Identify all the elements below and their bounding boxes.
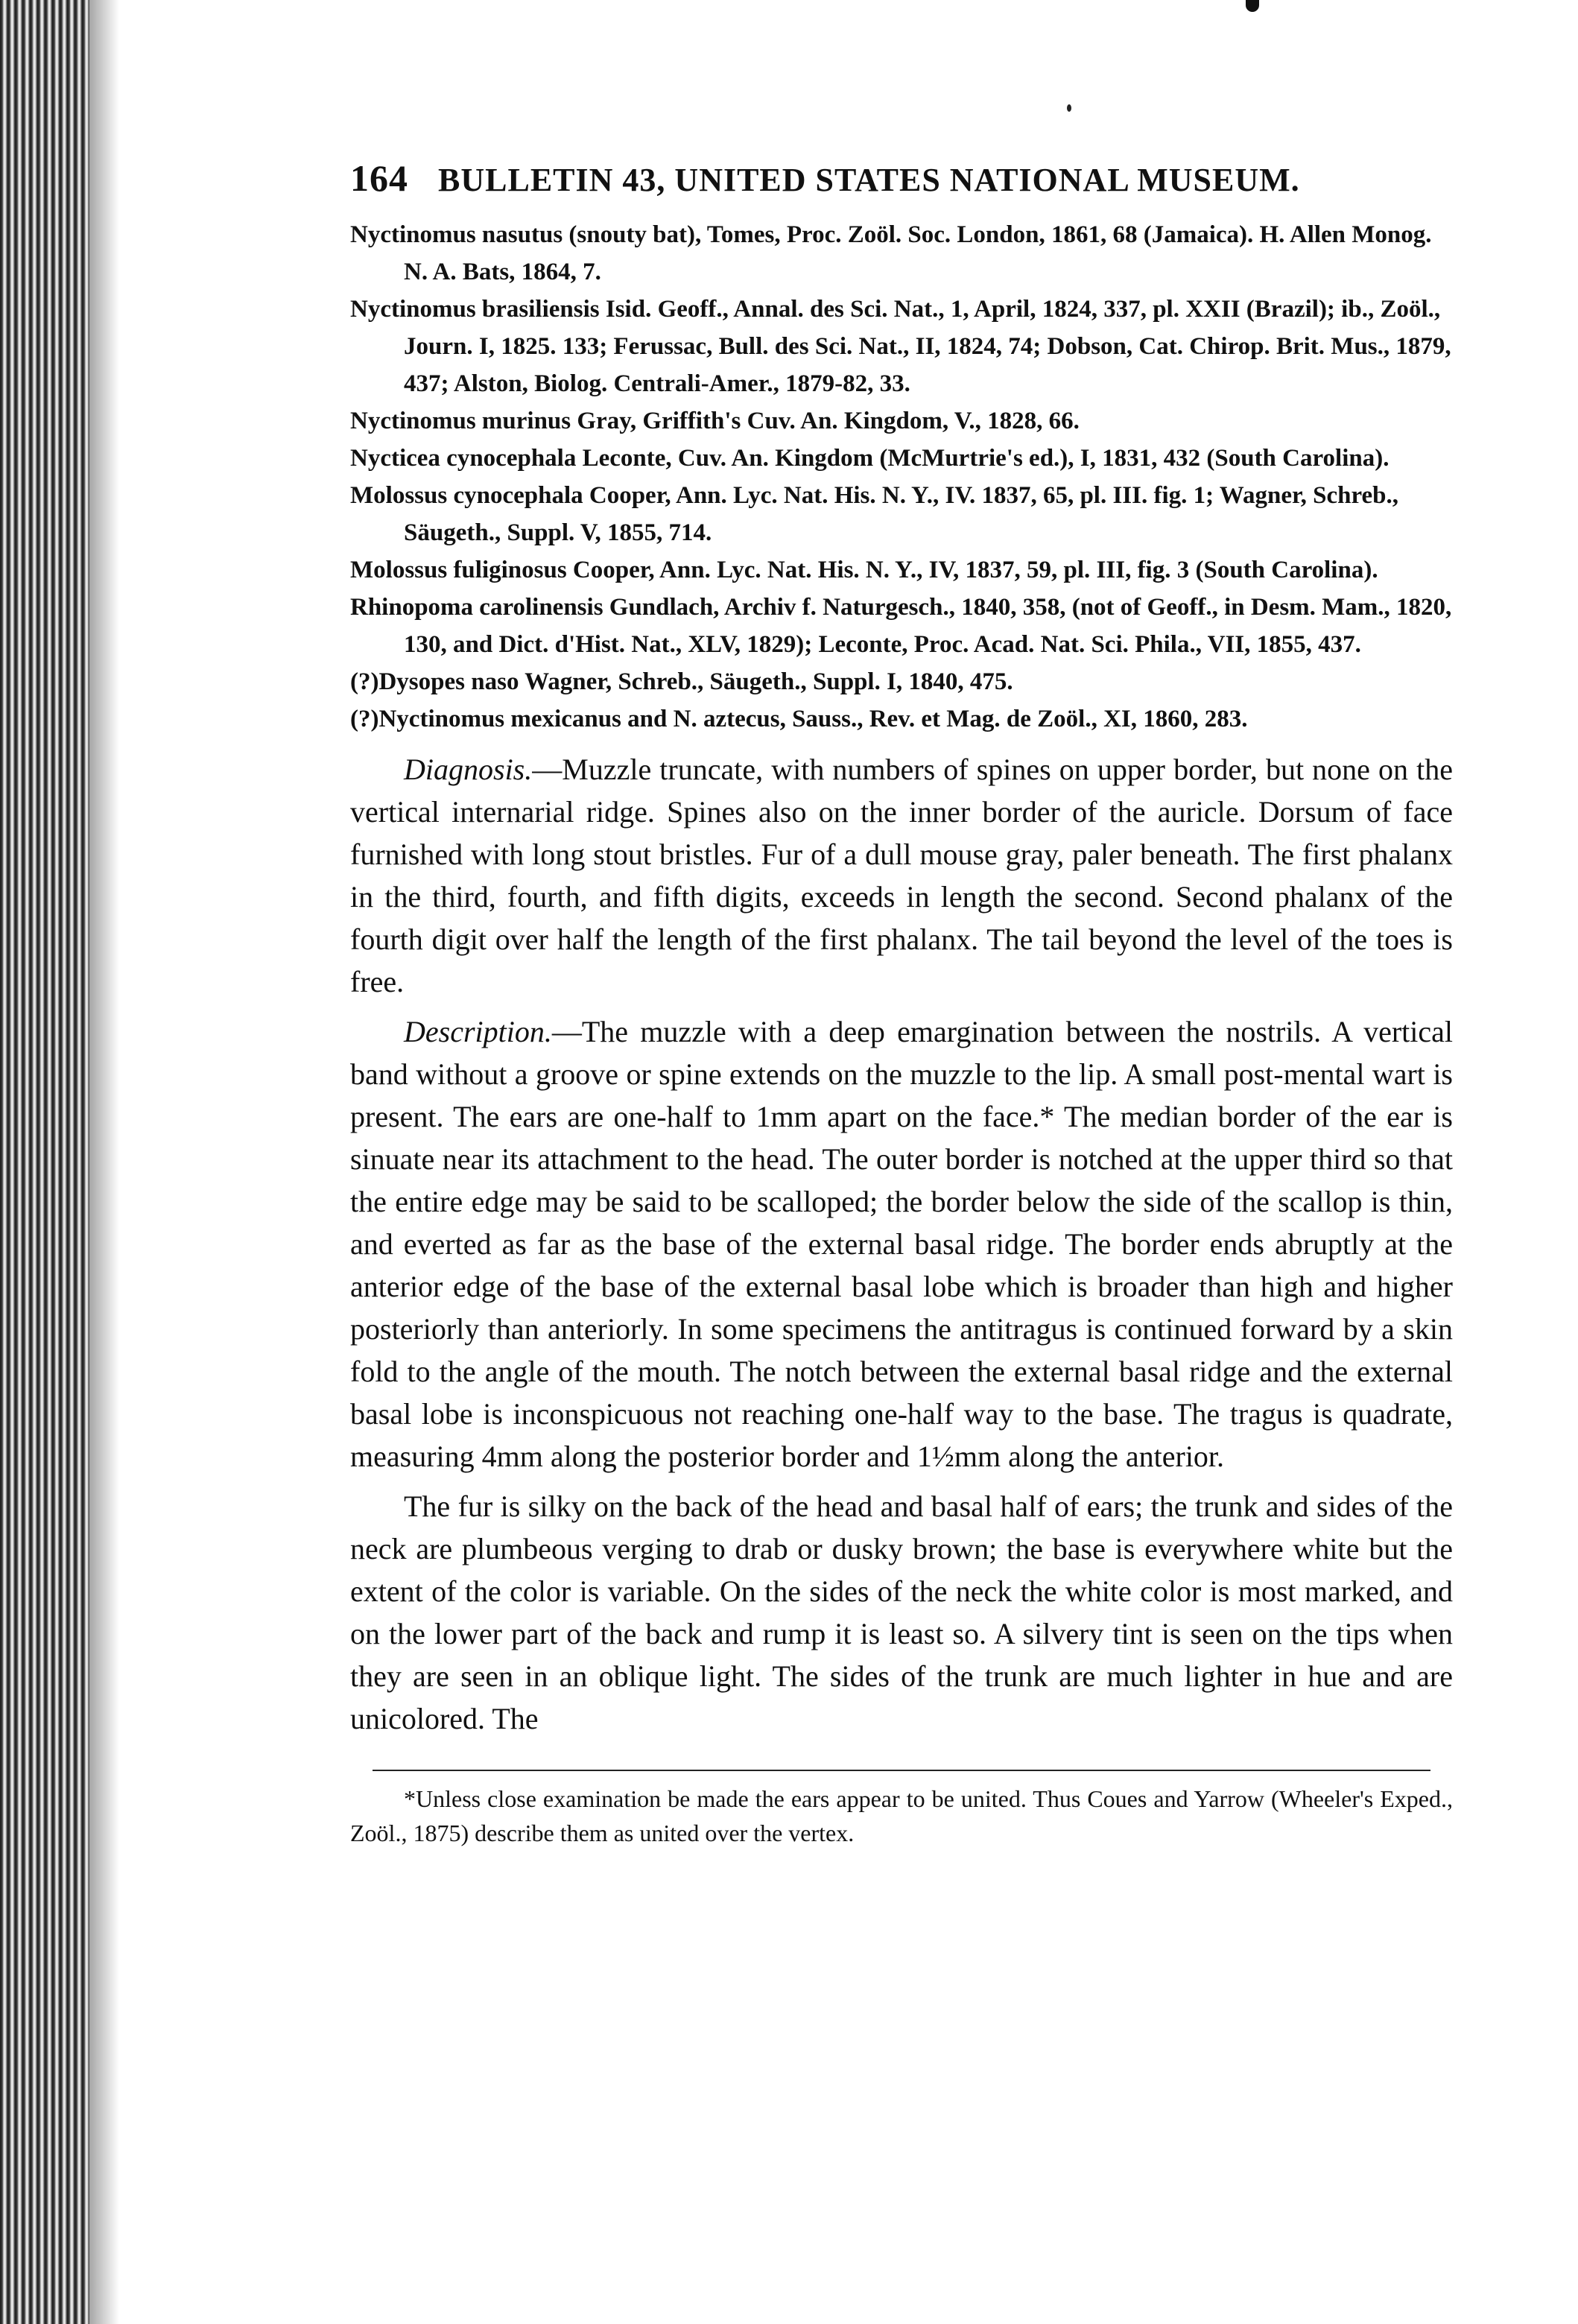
scan-speck (1067, 104, 1071, 112)
description-paragraph (350, 1010, 1453, 1478)
page-number: 164 (350, 157, 408, 199)
synonymy-entry: Nycticea cynocephala Leconte, Cuv. An. Kingdom (McMurtrie's ed.), I, 1831, 432 (South Carolina). (350, 445, 1390, 472)
running-title: BULLETIN 43, UNITED STATES NATIONAL MUSEUM. (438, 162, 1300, 198)
running-head (350, 156, 1453, 216)
description-text: —The muzzle with a deep emargination between the nostrils. A vertical band without a groove or spine extends on the muzzle to the lip. A small post-mental wart is present. The ears are one-half to 1mm apart on the face.* The median border of the ear is sinuate near its attachment to the head. The outer border is notched at the upper third so that the entire edge may be said to be scalloped; the border below the side of the scallop is thin, and everted as far as the base of the external basal ridge. The border ends abruptly at the anterior edge of the base of the external basal lobe which is broader than high and higher posteriorly than anteriorly. In some specimens the antitragus is continued forward by a skin fold to the angle of the mouth. The notch between the external basal ridge and the external basal lobe is inconspicuous not reaching one-half way to the base. The tragus is quadrate, measuring 4mm along the posterior border and 1½mm along the anterior. (350, 1015, 1453, 1473)
synonymy-entry: Molossus fuliginosus Cooper, Ann. Lyc. Nat. His. N. Y., IV, 1837, 59, pl. III, fig. 3 (South Carolina). (350, 557, 1378, 583)
synonymy-entry: Molossus cynocephala Cooper, Ann. Lyc. Nat. His. N. Y., IV. 1837, 65, pl. III. fig. 1; Wagner, Schreb., Säugeth., Suppl. V, 1855, 714. (350, 482, 1398, 546)
description-label: Description. (404, 1015, 552, 1048)
fur-paragraph: The fur is silky on the back of the head and basal half of ears; the trunk and sides of the neck are plumbeous verging to drab or dusky brown; the base is everywhere white but the extent of the color is variable. On the sides of the neck the white color is most marked, and on the lower part of the back and rump it is least so. A silvery tint is seen on the tips when they are seen in an oblique light. The sides of the trunk are much lighter in hue and are unicolored. The (350, 1489, 1453, 1735)
footnote: *Unless close examination be made the ears appear to be united. Thus Coues and Yarrow (Wheeler's Exped., Zoöl., 1875) describe them as united over the vertex. (350, 1785, 1453, 1846)
gutter-shadow (89, 0, 119, 2324)
book-binding-edge (0, 0, 89, 2324)
diagnosis-text: —Muzzle truncate, with numbers of spines on upper border, but none on the vertical internarial ridge. Spines also on the inner border of the auricle. Dorsum of face furnished with long stout bristles. Fur of a dull mouse gray, paler beneath. The first phalanx in the third, fourth, and fifth digits, exceeds in length the second. Second phalanx of the fourth digit over half the length of the first phalanx. The tail beyond the level of the toes is free. (350, 753, 1453, 998)
diagnosis-label: Diagnosis. (404, 753, 533, 786)
scan-mark (1246, 0, 1259, 12)
synonymy-list (350, 216, 1453, 738)
footnote-rule (373, 1770, 1430, 1771)
synonymy-entry: Nyctinomus brasiliensis Isid. Geoff., Annal. des Sci. Nat., 1, April, 1824, 337, pl. XXII (Brazil); ib., Zoöl., Journ. I, 1825. 133; Ferussac, Bull. des Sci. Nat., II, 1824, 74; Dobson, Cat. Chirop. Brit. Mus., 1879, 437; Alston, Biolog. Centrali-Amer., 1879-82, 33. (350, 296, 1451, 397)
synonymy-entry: (?)Nyctinomus mexicanus and N. aztecus, Sauss., Rev. et Mag. de Zoöl., XI, 1860, 283. (350, 706, 1248, 732)
synonymy-entry: Rhinopoma carolinensis Gundlach, Archiv f. Naturgesch., 1840, 358, (not of Geoff., in Desm. Mam., 1820, 130, and Dict. d'Hist. Nat., XLV, 1829); Leconte, Proc. Acad. Nat. Sci. Phila., VII, 1855, 437. (350, 594, 1452, 658)
synonymy-entry: Nyctinomus nasutus (snouty bat), Tomes, Proc. Zoöl. Soc. London, 1861, 68 (Jamaica). H. Allen Monog. N. A. Bats, 1864, 7. (350, 221, 1432, 285)
diagnosis-paragraph (350, 748, 1453, 1003)
synonymy-entry: (?)Dysopes naso Wagner, Schreb., Säugeth., Suppl. I, 1840, 475. (350, 668, 1013, 695)
synonymy-entry: Nyctinomus murinus Gray, Griffith's Cuv. An. Kingdom, V., 1828, 66. (350, 408, 1080, 434)
document-page (350, 156, 1453, 1850)
